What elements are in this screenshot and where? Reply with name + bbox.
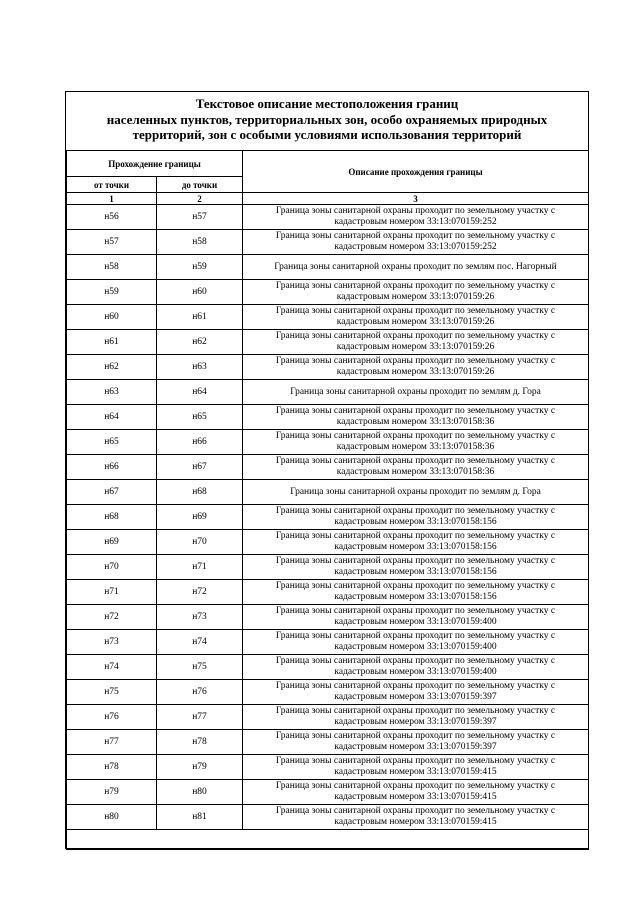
description-cell <box>243 330 589 355</box>
table-row <box>67 405 589 430</box>
description-line: Граница зоны санитарной охраны проходит по земельному участку с <box>275 556 556 566</box>
column-number-2: 2 <box>157 193 243 205</box>
title-line-3: территорий, зон с особыми условиями использования территорий <box>132 127 522 142</box>
from-point-cell: н74 <box>67 655 157 680</box>
to-point-cell: н63 <box>157 355 243 380</box>
table-row <box>67 255 589 280</box>
description-line: Граница зоны санитарной охраны проходит по земельному участку с <box>275 206 556 216</box>
table-row <box>67 380 589 405</box>
description-cell <box>243 230 589 255</box>
table-row <box>67 555 589 580</box>
table-row <box>67 505 589 530</box>
from-point-cell: н64 <box>67 405 157 430</box>
description-cell <box>243 255 589 280</box>
description-line: кадастровым номером 33:13:070159:26 <box>336 292 495 302</box>
description-line: Граница зоны санитарной охраны проходит по земельному участку с <box>275 706 556 716</box>
description-cell <box>243 405 589 430</box>
description-cell <box>243 430 589 455</box>
to-point-cell: н80 <box>157 780 243 805</box>
table-row <box>67 205 589 230</box>
table-row <box>67 755 589 780</box>
document-frame <box>65 91 589 849</box>
table-row <box>67 680 589 705</box>
table-row <box>67 630 589 655</box>
description-line: Граница зоны санитарной охраны проходит по земельному участку с <box>275 506 556 516</box>
table-row <box>67 705 589 730</box>
table-row <box>67 805 589 830</box>
from-point-cell: н80 <box>67 805 157 830</box>
table-row <box>67 480 589 505</box>
table-row <box>67 305 589 330</box>
from-point-cell: н59 <box>67 280 157 305</box>
from-point-cell: н63 <box>67 380 157 405</box>
passage-header: Прохождение границы <box>67 151 243 177</box>
description-line: Граница зоны санитарной охраны проходит по земельному участку с <box>275 781 556 791</box>
from-point-cell: н71 <box>67 580 157 605</box>
to-point-cell: н79 <box>157 755 243 780</box>
description-line: кадастровым номером 33:13:070159:26 <box>336 367 495 377</box>
description-line: кадастровым номером 33:13:070158:156 <box>334 542 497 552</box>
table-row <box>67 580 589 605</box>
description-cell <box>243 730 589 755</box>
description-line: кадастровым номером 33:13:070158:36 <box>336 442 495 452</box>
description-line: Граница зоны санитарной охраны проходит по земельному участку с <box>275 231 556 241</box>
to-point-cell: н77 <box>157 705 243 730</box>
description-line: кадастровым номером 33:13:070159:252 <box>334 242 497 252</box>
description-line: кадастровым номером 33:13:070158:36 <box>336 417 495 427</box>
description-cell <box>243 580 589 605</box>
description-line: кадастровым номером 33:13:070159:400 <box>334 667 497 677</box>
to-point-cell: н70 <box>157 530 243 555</box>
from-point-cell: н75 <box>67 680 157 705</box>
from-point-cell: н66 <box>67 455 157 480</box>
description-line: кадастровым номером 33:13:070158:36 <box>336 467 495 477</box>
description-cell <box>243 705 589 730</box>
description-line: кадастровым номером 33:13:070158:156 <box>334 592 497 602</box>
table-row <box>67 655 589 680</box>
page-title <box>66 92 588 148</box>
description-cell <box>243 280 589 305</box>
table-body <box>67 205 589 850</box>
from-point-cell: н77 <box>67 730 157 755</box>
to-point-cell: н57 <box>157 205 243 230</box>
description-line: Граница зоны санитарной охраны проходит по земельному участку с <box>275 406 556 416</box>
from-point-cell: н79 <box>67 780 157 805</box>
to-point-cell: н66 <box>157 430 243 455</box>
description-cell <box>243 380 589 405</box>
description-cell <box>243 630 589 655</box>
to-point-cell: н74 <box>157 630 243 655</box>
description-line: Граница зоны санитарной охраны проходит по земельному участку с <box>275 531 556 541</box>
description-line: Граница зоны санитарной охраны проходит по земельному участку с <box>275 356 556 366</box>
column-number-1: 1 <box>67 193 157 205</box>
description-cell <box>243 755 589 780</box>
from-point-cell: н68 <box>67 505 157 530</box>
from-point-cell: н56 <box>67 205 157 230</box>
description-cell <box>243 805 589 830</box>
description-header: Описание прохождения границы <box>243 151 589 193</box>
description-line: Граница зоны санитарной охраны проходит по землям д. Гора <box>290 486 541 497</box>
description-line: Граница зоны санитарной охраны проходит по земельному участку с <box>275 456 556 466</box>
to-point-cell: н72 <box>157 580 243 605</box>
description-line: кадастровым номером 33:13:070159:400 <box>334 642 497 652</box>
from-point-cell: н70 <box>67 555 157 580</box>
to-point-cell: н60 <box>157 280 243 305</box>
description-line: Граница зоны санитарной охраны проходит по земельному участку с <box>275 756 556 766</box>
column-number-3: 3 <box>243 193 589 205</box>
to-point-cell: н59 <box>157 255 243 280</box>
description-line: кадастровым номером 33:13:070159:415 <box>334 767 497 777</box>
from-point-cell: н67 <box>67 480 157 505</box>
description-cell <box>243 305 589 330</box>
description-line: Граница зоны санитарной охраны проходит по земельному участку с <box>275 281 556 291</box>
from-point-cell: н58 <box>67 255 157 280</box>
table-row <box>67 530 589 555</box>
table-row <box>67 280 589 305</box>
from-point-header: от точки <box>67 177 157 193</box>
from-point-cell: н69 <box>67 530 157 555</box>
description-line: кадастровым номером 33:13:070159:26 <box>336 342 495 352</box>
to-point-cell: н62 <box>157 330 243 355</box>
description-cell <box>243 555 589 580</box>
table-row <box>67 230 589 255</box>
to-point-cell: н69 <box>157 505 243 530</box>
to-point-cell: н81 <box>157 805 243 830</box>
description-cell <box>243 655 589 680</box>
empty-cell <box>67 830 589 850</box>
description-line: кадастровым номером 33:13:070159:397 <box>334 692 497 702</box>
description-line: Граница зоны санитарной охраны проходит по землям пос. Нагорный <box>274 261 557 272</box>
table-row <box>67 330 589 355</box>
description-line: Граница зоны санитарной охраны проходит по земельному участку с <box>275 731 556 741</box>
to-point-cell: н65 <box>157 405 243 430</box>
to-point-cell: н76 <box>157 680 243 705</box>
from-point-cell: н78 <box>67 755 157 780</box>
from-point-cell: н72 <box>67 605 157 630</box>
to-point-cell: н61 <box>157 305 243 330</box>
to-point-header: до точки <box>157 177 243 193</box>
description-cell <box>243 355 589 380</box>
description-cell <box>243 480 589 505</box>
description-line: кадастровым номером 33:13:070159:397 <box>334 742 497 752</box>
description-cell <box>243 680 589 705</box>
description-line: кадастровым номером 33:13:070159:397 <box>334 717 497 727</box>
description-cell <box>243 205 589 230</box>
table-row <box>67 430 589 455</box>
title-line-1: Текстовое описание местоположения границ <box>195 96 459 111</box>
description-line: Граница зоны санитарной охраны проходит по земельному участку с <box>275 606 556 616</box>
description-line: Граница зоны санитарной охраны проходит по земельному участку с <box>275 656 556 666</box>
description-line: кадастровым номером 33:13:070159:26 <box>336 317 495 327</box>
to-point-cell: н75 <box>157 655 243 680</box>
to-point-cell: н68 <box>157 480 243 505</box>
to-point-cell: н71 <box>157 555 243 580</box>
description-line: Граница зоны санитарной охраны проходит по землям д. Гора <box>290 386 541 397</box>
from-point-cell: н76 <box>67 705 157 730</box>
table-row <box>67 455 589 480</box>
empty-row <box>67 830 589 850</box>
from-point-cell: н61 <box>67 330 157 355</box>
description-line: кадастровым номером 33:13:070158:156 <box>334 517 497 527</box>
boundary-table <box>66 150 589 850</box>
description-line: Граница зоны санитарной охраны проходит по земельному участку с <box>275 431 556 441</box>
from-point-cell: н73 <box>67 630 157 655</box>
description-cell <box>243 605 589 630</box>
table-row <box>67 605 589 630</box>
description-cell <box>243 530 589 555</box>
description-line: кадастровым номером 33:13:070159:415 <box>334 817 497 827</box>
description-line: кадастровым номером 33:13:070159:400 <box>334 617 497 627</box>
description-line: Граница зоны санитарной охраны проходит по земельному участку с <box>275 681 556 691</box>
table-row <box>67 355 589 380</box>
from-point-cell: н65 <box>67 430 157 455</box>
to-point-cell: н64 <box>157 380 243 405</box>
description-line: Граница зоны санитарной охраны проходит по земельному участку с <box>275 581 556 591</box>
to-point-cell: н78 <box>157 730 243 755</box>
to-point-cell: н58 <box>157 230 243 255</box>
from-point-cell: н60 <box>67 305 157 330</box>
table-row <box>67 780 589 805</box>
description-cell <box>243 455 589 480</box>
description-line: Граница зоны санитарной охраны проходит по земельному участку с <box>275 331 556 341</box>
to-point-cell: н73 <box>157 605 243 630</box>
title-line-2: населенных пунктов, территориальных зон, особо охраняемых природных <box>106 111 548 127</box>
description-cell <box>243 780 589 805</box>
description-line: Граница зоны санитарной охраны проходит по земельному участку с <box>275 806 556 816</box>
description-line: кадастровым номером 33:13:070159:415 <box>334 792 497 802</box>
from-point-cell: н57 <box>67 230 157 255</box>
description-line: кадастровым номером 33:13:070158:156 <box>334 567 497 577</box>
description-line: Граница зоны санитарной охраны проходит по земельному участку с <box>275 306 556 316</box>
description-line: Граница зоны санитарной охраны проходит по земельному участку с <box>275 631 556 641</box>
to-point-cell: н67 <box>157 455 243 480</box>
from-point-cell: н62 <box>67 355 157 380</box>
table-row <box>67 730 589 755</box>
description-line: кадастровым номером 33:13:070159:252 <box>334 217 497 227</box>
description-cell <box>243 505 589 530</box>
